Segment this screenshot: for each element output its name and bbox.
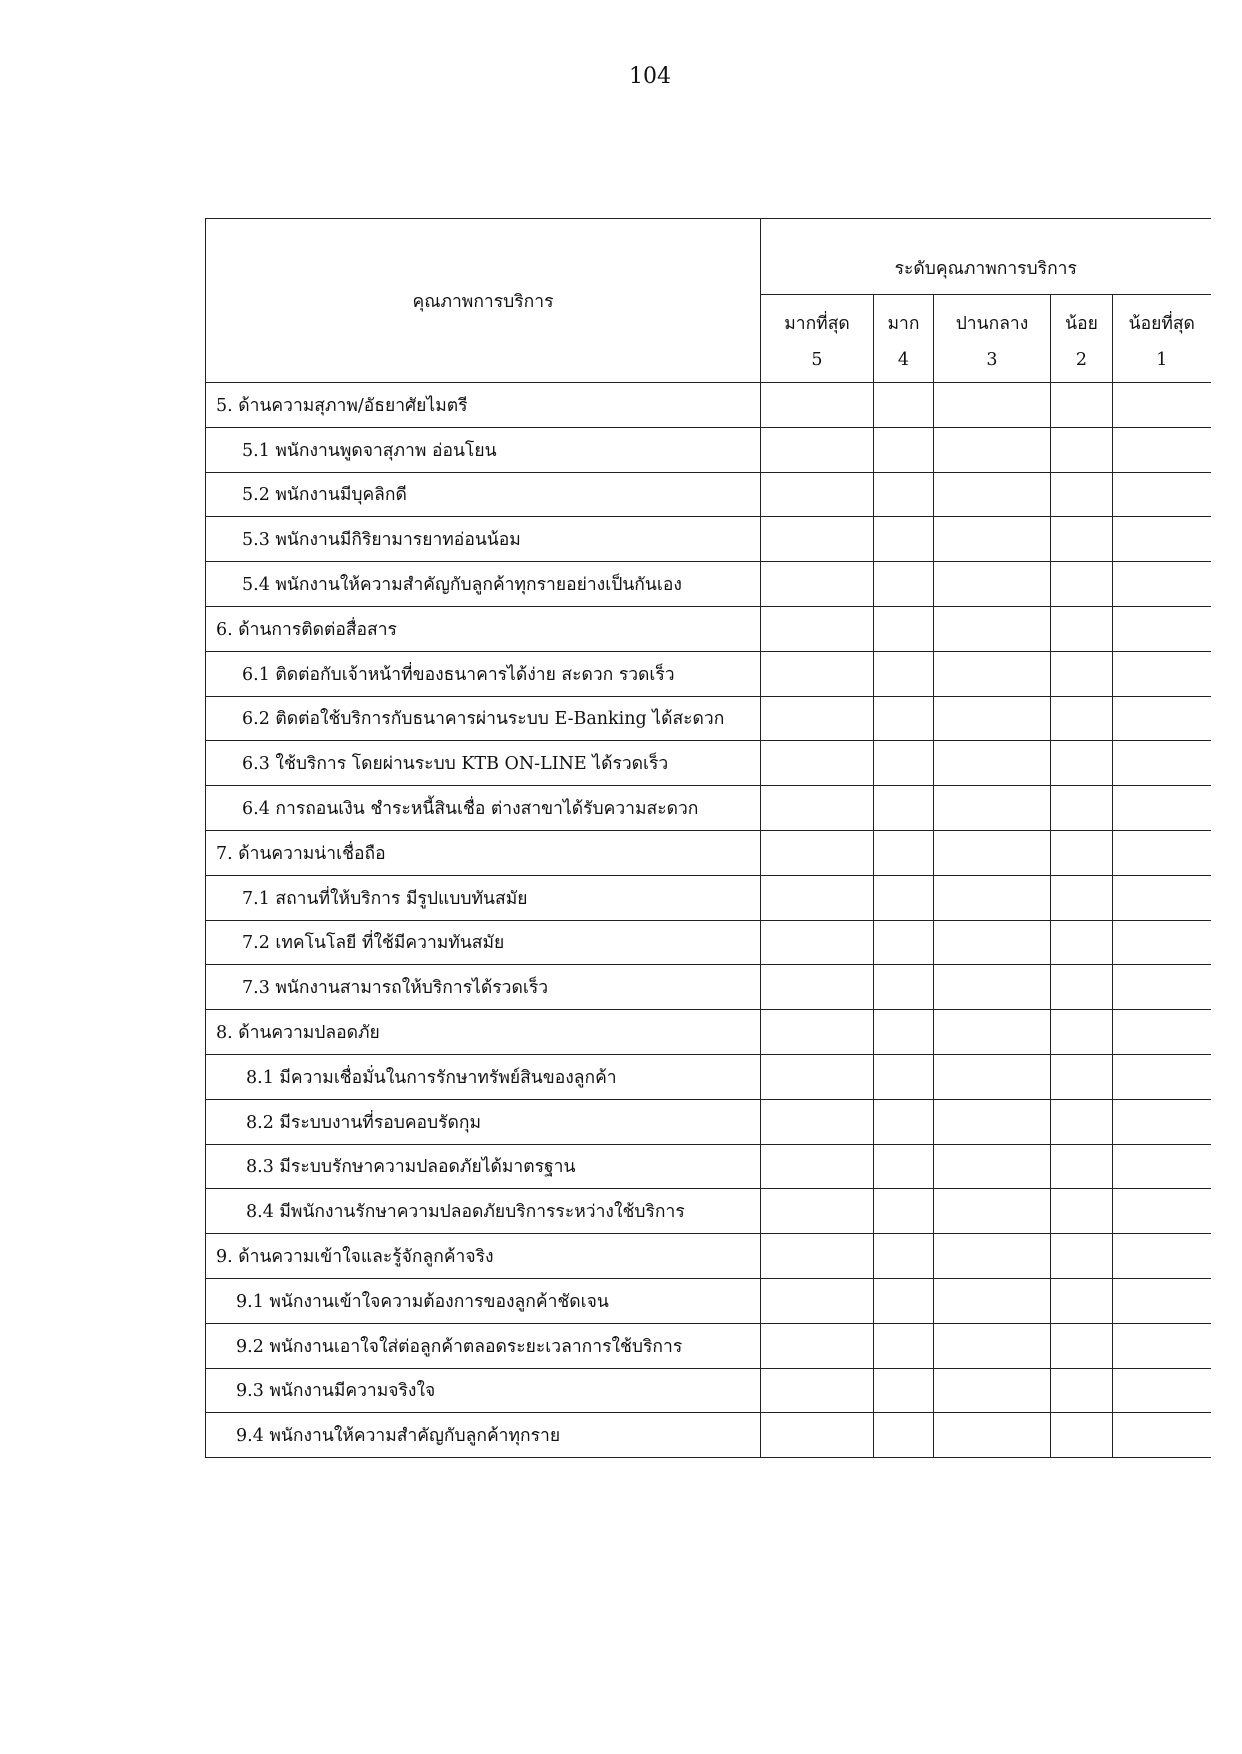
level-score-1: 1	[1113, 339, 1211, 383]
category-row	[206, 830, 1211, 875]
rating-cell-4[interactable]	[874, 1413, 934, 1458]
rating-cell-5[interactable]	[761, 1234, 874, 1279]
item-label: 5.3 พนักงานมีกิริยามารยาทอ่อนน้อม	[206, 517, 761, 562]
rating-cell-5[interactable]	[761, 517, 874, 562]
item-row	[206, 920, 1211, 965]
rating-cell-3[interactable]	[934, 606, 1051, 651]
rating-cell-5[interactable]	[761, 606, 874, 651]
item-label: 8.4 มีพนักงานรักษาความปลอดภัยบริการระหว่างใช้บริการ	[206, 1189, 761, 1234]
rating-cell-4[interactable]	[874, 606, 934, 651]
rating-cell-3[interactable]	[934, 1010, 1051, 1055]
rating-cell-4[interactable]	[874, 741, 934, 786]
rating-cell-1[interactable]	[1113, 741, 1211, 786]
item-label: 6.3 ใช้บริการ โดยผ่านระบบ KTB ON-LINE ได้รวดเร็ว	[206, 741, 761, 786]
rating-cell-5[interactable]	[761, 830, 874, 875]
item-row	[206, 1189, 1211, 1234]
item-label: 7.1 สถานที่ให้บริการ มีรูปแบบทันสมัย	[206, 875, 761, 920]
rating-cell-3[interactable]	[934, 830, 1051, 875]
table-body	[206, 383, 1211, 1458]
rating-cell-5[interactable]	[761, 562, 874, 607]
rating-cell-3[interactable]	[934, 1234, 1051, 1279]
rating-cell-4[interactable]	[874, 1054, 934, 1099]
rating-cell-1[interactable]	[1113, 786, 1211, 831]
rating-cell-1[interactable]	[1113, 875, 1211, 920]
item-label: 7.3 พนักงานสามารถให้บริการได้รวดเร็ว	[206, 965, 761, 1010]
level-label-2: น้อย	[1051, 295, 1113, 339]
rating-cell-2[interactable]	[1051, 1323, 1113, 1368]
rating-cell-3[interactable]	[934, 1413, 1051, 1458]
rating-cell-2[interactable]	[1051, 472, 1113, 517]
item-label: 6.4 การถอนเงิน ชำระหนี้สินเชื่อ ต่างสาขาได้รับความสะดวก	[206, 786, 761, 831]
rating-cell-5[interactable]	[761, 1323, 874, 1368]
item-label: 9.4 พนักงานให้ความสำคัญกับลูกค้าทุกราย	[206, 1413, 761, 1458]
rating-cell-3[interactable]	[934, 786, 1051, 831]
rating-cell-2[interactable]	[1051, 830, 1113, 875]
rating-cell-4[interactable]	[874, 1099, 934, 1144]
rating-cell-3[interactable]	[934, 1054, 1051, 1099]
rating-cell-1[interactable]	[1113, 1054, 1211, 1099]
rating-cell-5[interactable]	[761, 1413, 874, 1458]
rating-cell-1[interactable]	[1113, 1144, 1211, 1189]
rating-cell-5[interactable]	[761, 786, 874, 831]
level-group-header: ระดับคุณภาพการบริการ	[761, 219, 1211, 295]
rating-cell-5[interactable]	[761, 1368, 874, 1413]
rating-cell-4[interactable]	[874, 920, 934, 965]
item-label: 5.2 พนักงานมีบุคลิกดี	[206, 472, 761, 517]
rating-cell-3[interactable]	[934, 1323, 1051, 1368]
rating-cell-3[interactable]	[934, 472, 1051, 517]
rating-cell-1[interactable]	[1113, 965, 1211, 1010]
level-label-1: น้อยที่สุด	[1113, 295, 1211, 339]
rating-cell-1[interactable]	[1113, 651, 1211, 696]
rating-cell-2[interactable]	[1051, 606, 1113, 651]
item-row	[206, 965, 1211, 1010]
rating-cell-2[interactable]	[1051, 1144, 1113, 1189]
item-row	[206, 741, 1211, 786]
item-row	[206, 786, 1211, 831]
rating-cell-1[interactable]	[1113, 1368, 1211, 1413]
item-label: 8.1 มีความเชื่อมั่นในการรักษาทรัพย์สินของลูกค้า	[206, 1054, 761, 1099]
rating-cell-2[interactable]	[1051, 696, 1113, 741]
rating-cell-4[interactable]	[874, 1010, 934, 1055]
rating-cell-2[interactable]	[1051, 427, 1113, 472]
rating-cell-5[interactable]	[761, 427, 874, 472]
rating-cell-1[interactable]	[1113, 427, 1211, 472]
category-label: 8. ด้านความปลอดภัย	[206, 1010, 761, 1055]
level-score-4: 4	[874, 339, 934, 383]
rating-cell-2[interactable]	[1051, 1099, 1113, 1144]
rating-cell-3[interactable]	[934, 696, 1051, 741]
category-label: 9. ด้านความเข้าใจและรู้จักลูกค้าจริง	[206, 1234, 761, 1279]
rating-cell-4[interactable]	[874, 1144, 934, 1189]
rating-cell-1[interactable]	[1113, 1323, 1211, 1368]
rating-cell-3[interactable]	[934, 1099, 1051, 1144]
item-row	[206, 1054, 1211, 1099]
category-label: 6. ด้านการติดต่อสื่อสาร	[206, 606, 761, 651]
rating-cell-3[interactable]	[934, 1189, 1051, 1234]
item-row	[206, 875, 1211, 920]
rating-cell-2[interactable]	[1051, 517, 1113, 562]
rating-cell-2[interactable]	[1051, 786, 1113, 831]
rating-cell-3[interactable]	[934, 383, 1051, 428]
rating-cell-5[interactable]	[761, 741, 874, 786]
rating-cell-5[interactable]	[761, 920, 874, 965]
item-row	[206, 1323, 1211, 1368]
rating-cell-3[interactable]	[934, 1144, 1051, 1189]
rating-cell-2[interactable]	[1051, 1234, 1113, 1279]
rating-cell-5[interactable]	[761, 965, 874, 1010]
category-row	[206, 606, 1211, 651]
rating-cell-5[interactable]	[761, 696, 874, 741]
rating-cell-4[interactable]	[874, 427, 934, 472]
rating-cell-1[interactable]	[1113, 1189, 1211, 1234]
rating-cell-5[interactable]	[761, 383, 874, 428]
level-label-4: มาก	[874, 295, 934, 339]
item-row	[206, 472, 1211, 517]
level-score-3: 3	[934, 339, 1051, 383]
level-label-5: มากที่สุด	[761, 295, 874, 339]
item-row	[206, 427, 1211, 472]
rating-cell-1[interactable]	[1113, 383, 1211, 428]
category-label: 5. ด้านความสุภาพ/อัธยาศัยไมตรี	[206, 383, 761, 428]
level-score-5: 5	[761, 339, 874, 383]
item-label: 8.2 มีระบบงานที่รอบคอบรัดกุม	[206, 1099, 761, 1144]
rating-cell-2[interactable]	[1051, 741, 1113, 786]
rating-cell-3[interactable]	[934, 562, 1051, 607]
item-label: 8.3 มีระบบรักษาความปลอดภัยได้มาตรฐาน	[206, 1144, 761, 1189]
rating-cell-4[interactable]	[874, 965, 934, 1010]
rating-cell-4[interactable]	[874, 472, 934, 517]
rating-cell-5[interactable]	[761, 875, 874, 920]
rating-cell-5[interactable]	[761, 1278, 874, 1323]
item-label: 6.1 ติดต่อกับเจ้าหน้าที่ของธนาคารได้ง่าย สะดวก รวดเร็ว	[206, 651, 761, 696]
rating-cell-4[interactable]	[874, 1189, 934, 1234]
rating-cell-4[interactable]	[874, 786, 934, 831]
rating-cell-5[interactable]	[761, 1144, 874, 1189]
rating-cell-2[interactable]	[1051, 1368, 1113, 1413]
category-row	[206, 383, 1211, 428]
rating-cell-1[interactable]	[1113, 1099, 1211, 1144]
rating-cell-4[interactable]	[874, 1278, 934, 1323]
rating-cell-5[interactable]	[761, 1189, 874, 1234]
rating-cell-4[interactable]	[874, 562, 934, 607]
item-label: 5.1 พนักงานพูดจาสุภาพ อ่อนโยน	[206, 427, 761, 472]
rating-cell-4[interactable]	[874, 1234, 934, 1279]
item-row	[206, 1278, 1211, 1323]
item-row	[206, 696, 1211, 741]
rating-cell-4[interactable]	[874, 875, 934, 920]
item-label: 6.2 ติดต่อใช้บริการกับธนาคารผ่านระบบ E-Banking ได้สะดวก	[206, 696, 761, 741]
rating-cell-2[interactable]	[1051, 1010, 1113, 1055]
rating-cell-1[interactable]	[1113, 517, 1211, 562]
rating-cell-3[interactable]	[934, 1368, 1051, 1413]
rating-cell-1[interactable]	[1113, 830, 1211, 875]
rating-cell-1[interactable]	[1113, 1010, 1211, 1055]
rating-cell-1[interactable]	[1113, 1278, 1211, 1323]
rating-cell-1[interactable]	[1113, 472, 1211, 517]
category-row	[206, 1234, 1211, 1279]
rating-cell-1[interactable]	[1113, 562, 1211, 607]
rating-cell-3[interactable]	[934, 1278, 1051, 1323]
rating-cell-2[interactable]	[1051, 383, 1113, 428]
rating-cell-3[interactable]	[934, 517, 1051, 562]
item-row	[206, 1144, 1211, 1189]
level-score-2: 2	[1051, 339, 1113, 383]
rating-cell-1[interactable]	[1113, 1234, 1211, 1279]
rating-cell-4[interactable]	[874, 830, 934, 875]
rating-cell-4[interactable]	[874, 1368, 934, 1413]
rating-cell-3[interactable]	[934, 651, 1051, 696]
rating-cell-2[interactable]	[1051, 1413, 1113, 1458]
rating-cell-4[interactable]	[874, 1323, 934, 1368]
rating-cell-4[interactable]	[874, 696, 934, 741]
rating-cell-5[interactable]	[761, 651, 874, 696]
rating-cell-5[interactable]	[761, 1099, 874, 1144]
item-row	[206, 1099, 1211, 1144]
item-row	[206, 651, 1211, 696]
rating-cell-1[interactable]	[1113, 1413, 1211, 1458]
item-row	[206, 562, 1211, 607]
page-number: 104	[629, 64, 671, 89]
rating-cell-2[interactable]	[1051, 562, 1113, 607]
level-label-3: ปานกลาง	[934, 295, 1051, 339]
item-label: 9.3 พนักงานมีความจริงใจ	[206, 1368, 761, 1413]
item-row	[206, 1413, 1211, 1458]
rating-cell-5[interactable]	[761, 1054, 874, 1099]
rating-cell-5[interactable]	[761, 1010, 874, 1055]
category-label: 7. ด้านความน่าเชื่อถือ	[206, 830, 761, 875]
service-quality-table	[205, 218, 1211, 1458]
rating-cell-4[interactable]	[874, 383, 934, 428]
item-row	[206, 1368, 1211, 1413]
rating-cell-1[interactable]	[1113, 606, 1211, 651]
item-label: 9.1 พนักงานเข้าใจความต้องการของลูกค้าชัดเจน	[206, 1278, 761, 1323]
rating-cell-2[interactable]	[1051, 1054, 1113, 1099]
rating-cell-2[interactable]	[1051, 1189, 1113, 1234]
quality-column-header: คุณภาพการบริการ	[206, 219, 761, 383]
rating-cell-3[interactable]	[934, 427, 1051, 472]
item-row	[206, 517, 1211, 562]
rating-cell-3[interactable]	[934, 920, 1051, 965]
rating-cell-2[interactable]	[1051, 1278, 1113, 1323]
rating-cell-3[interactable]	[934, 965, 1051, 1010]
rating-cell-1[interactable]	[1113, 696, 1211, 741]
item-label: 7.2 เทคโนโลยี ที่ใช้มีความทันสมัย	[206, 920, 761, 965]
item-label: 5.4 พนักงานให้ความสำคัญกับลูกค้าทุกรายอย่างเป็นกันเอง	[206, 562, 761, 607]
rating-cell-2[interactable]	[1051, 651, 1113, 696]
rating-cell-1[interactable]	[1113, 920, 1211, 965]
item-label: 9.2 พนักงานเอาใจใส่ต่อลูกค้าตลอดระยะเวลาการใช้บริการ	[206, 1323, 761, 1368]
rating-cell-3[interactable]	[934, 875, 1051, 920]
rating-cell-4[interactable]	[874, 651, 934, 696]
category-row	[206, 1010, 1211, 1055]
rating-cell-4[interactable]	[874, 517, 934, 562]
rating-cell-3[interactable]	[934, 741, 1051, 786]
rating-cell-2[interactable]	[1051, 965, 1113, 1010]
rating-cell-5[interactable]	[761, 472, 874, 517]
rating-cell-2[interactable]	[1051, 875, 1113, 920]
rating-cell-2[interactable]	[1051, 920, 1113, 965]
